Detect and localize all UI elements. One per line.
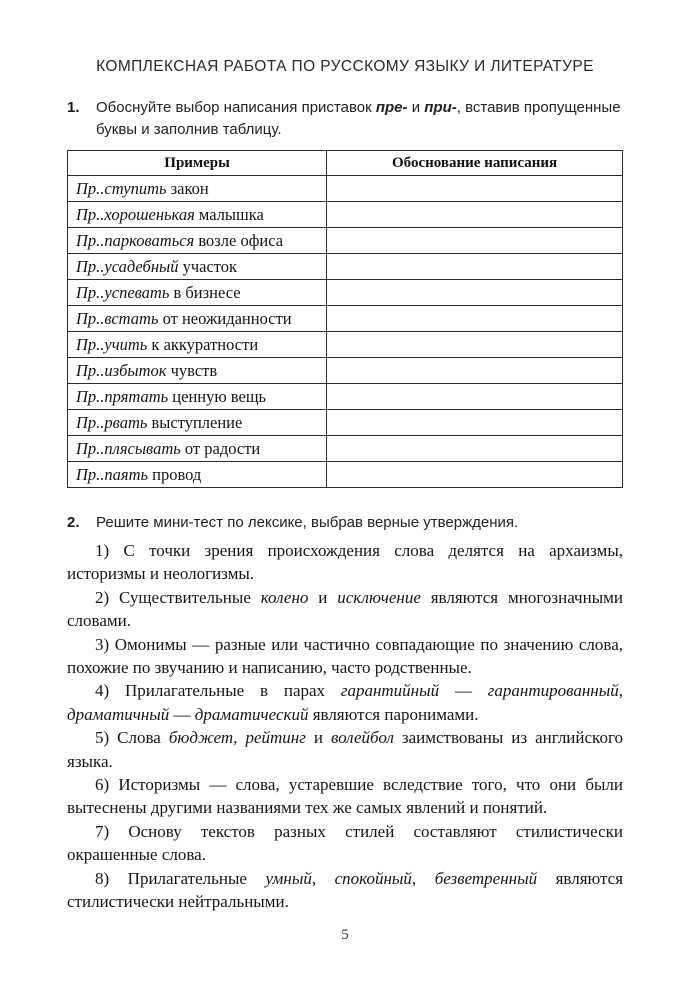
justification-cell-empty [327, 436, 623, 462]
table-row [68, 202, 623, 228]
example-cell: Пр..избыток чувств [68, 358, 327, 384]
justification-cell-empty [327, 228, 623, 254]
example-cell: Пр..плясывать от радости [68, 436, 327, 462]
example-cell: Пр..рвать выступление [68, 410, 327, 436]
task-1-number: 1. [67, 99, 80, 116]
task-2 [67, 512, 623, 534]
justification-cell-empty [327, 462, 623, 488]
table-row [68, 306, 623, 332]
justification-cell-empty [327, 202, 623, 228]
statement-item: 7) Основу текстов разных стилей составляют стилистически окрашенные слова. [67, 821, 623, 865]
task-1-instruction: Обоснуйте выбор написания приставок пре- и при-, вставив пропущенные буквы и заполнив таблицу. [96, 99, 621, 138]
column-header-justification: Обоснование написания [327, 151, 623, 176]
table-body [68, 176, 623, 488]
table-row [68, 332, 623, 358]
table-row [68, 358, 623, 384]
example-cell: Пр..ступить закон [68, 176, 327, 202]
justification-cell-empty [327, 280, 623, 306]
table-row [68, 228, 623, 254]
example-cell: Пр..прятать ценную вещь [68, 384, 327, 410]
justification-cell-empty [327, 358, 623, 384]
example-cell: Пр..успевать в бизнесе [68, 280, 327, 306]
task-2-number: 2. [67, 514, 80, 531]
statements-list [67, 539, 623, 914]
table-row [68, 384, 623, 410]
example-cell: Пр..учить к аккуратности [68, 332, 327, 358]
task-2-instruction: Решите мини-тест по лексике, выбрав верные утверждения. [96, 514, 519, 531]
column-header-examples: Примеры [68, 151, 327, 176]
example-cell: Пр..хорошенькая малышка [68, 202, 327, 228]
pre-pri-table [67, 150, 623, 488]
justification-cell-empty [327, 410, 623, 436]
statement-item: 1) С точки зрения происхождения слова делятся на архаизмы, историзмы и неологизмы. [67, 541, 623, 584]
table-row [68, 462, 623, 488]
table-row [68, 176, 623, 202]
task-1 [67, 97, 623, 141]
example-cell: Пр..паять провод [68, 462, 327, 488]
example-cell: Пр..парковаться возле офиса [68, 228, 327, 254]
statement-item: 4) Прилагательные в парах гарантийный — гарантированный, драматичный — драматический являются паронимами. [67, 681, 623, 724]
example-cell: Пр..усадебный участок [68, 254, 327, 280]
justification-cell-empty [327, 306, 623, 332]
example-cell: Пр..встать от неожиданности [68, 306, 327, 332]
justification-cell-empty [327, 254, 623, 280]
statement-item: 2) Существительные колено и исключение являются многозначными словами. [67, 587, 623, 631]
statement-item: 3) Омонимы — разные или частично совпадающие по значению слова, похожие по звучанию и написанию, часто родственные. [67, 634, 623, 678]
table-row [68, 280, 623, 306]
justification-cell-empty [327, 332, 623, 358]
table-row [68, 436, 623, 462]
page-title: КОМПЛЕКСНАЯ РАБОТА ПО РУССКОМУ ЯЗЫКУ И ЛИТЕРАТУРЕ [96, 58, 594, 75]
statement-item: 8) Прилагательные умный, спокойный, безветренный являются стилистически нейтральными. [67, 868, 624, 912]
table-header-row [68, 151, 623, 176]
page-number: 5 [341, 926, 349, 943]
statement-item: 5) Слова бюджет, рейтинг и волейбол заимствованы из английского языка. [67, 728, 623, 771]
justification-cell-empty [327, 176, 623, 202]
justification-cell-empty [327, 384, 623, 410]
table-row [68, 254, 623, 280]
table-row [68, 410, 623, 436]
statement-item: 6) Историзмы — слова, устаревшие вследствие того, что они были вытеснены другими названиями тех же самых явлений и понятий. [67, 775, 623, 818]
